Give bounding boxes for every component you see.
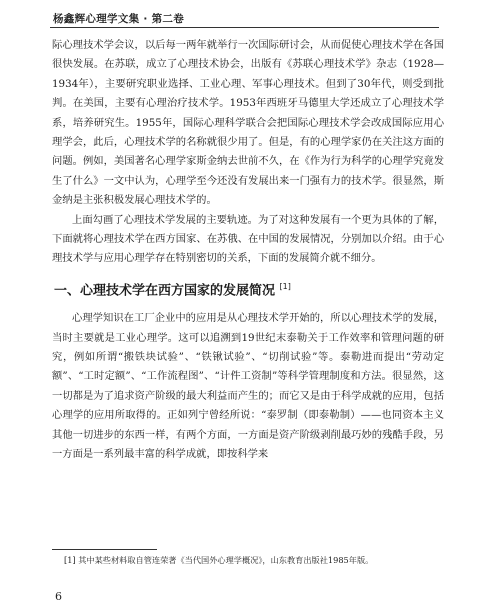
section-heading bbox=[52, 277, 444, 301]
page-number: 6 bbox=[55, 590, 62, 603]
paragraph-continued: 际心理技术学会议，以后每一两年就举行一次国际研讨会，从而促使心理技术学在各国很快发展。在苏联，成立了心理技术协会，出版有《苏联心理技术学》杂志（1928—1934年），主要研究职业选择、工业心理、军事心理技术。但到了30年代，则受到批判。在美国，主要有心理治疗技术学。1953年西班牙马德里大学还成立了心理技术学系，培养研究生。1955年，国际心理科学联合会把国际心理技术学会改成国际应用心理学会，此后，心理技术学的名称就很少用了。但是，有的心理学家仍在关注这方面的问题。例如，美国著名心理学家斯金纳去世前不久，在《作为行为科学的心理学究竟发生了什么》一文中认为，心理学至今还没有发展出来一门强有力的技术学。很显然，斯金纳是主张积极发展心理技术学的。 bbox=[52, 39, 444, 207]
footnote: [1] 其中某些材料取自管连荣著《当代国外心理学概况》，山东教育出版社1985年版。 bbox=[64, 555, 374, 565]
header-divider bbox=[50, 27, 439, 28]
footnote-divider bbox=[52, 549, 157, 550]
running-header: 杨鑫辉心理学文集 · 第二卷 bbox=[53, 13, 184, 25]
paragraph: 上面勾画了心理技术学发展的主要轨迹。为了对这种发展有一个更为具体的了解，下面就将心理技术学在西方国家、在苏俄、在中国的发展情况，分别加以介绍。由于心理技术学与应用心理学存在特别密切的关系，下面的发展简介就不细分。 bbox=[52, 213, 444, 265]
section-heading-text: 一、心理技术学在西方国家的发展简况 bbox=[54, 283, 276, 299]
paragraph: 心理学知识在工厂企业中的应用是从心理技术学开始的，所以心理技术学的发展，当时主要就是工业心理学。这可以追溯到19世纪末泰勒关于工作效率和管理问题的研究，例如所谓“搬铁块试验”、“铁锹试验”、“切削试验”等。泰勒进而提出“劳动定额”、“工时定额”、“工作流程图”、“计件工资制”等科学管理制度和方法。很显然，这一切都是为了追求资产阶级的最大利益而产生的；而它又是由于科学成就的应用，包括心理学的应用所取得的。正如列宁曾经所说：“泰罗制（即泰勒制）——也同资本主义其他一切进步的东西一样，有两个方面，一方面是资产阶级剥削最巧妙的残酷手段，另一方面是一系列最丰富的科学成就，即按科学来 bbox=[52, 312, 444, 461]
body-text bbox=[52, 36, 444, 464]
footnote-reference[interactable]: [1] bbox=[279, 281, 291, 291]
